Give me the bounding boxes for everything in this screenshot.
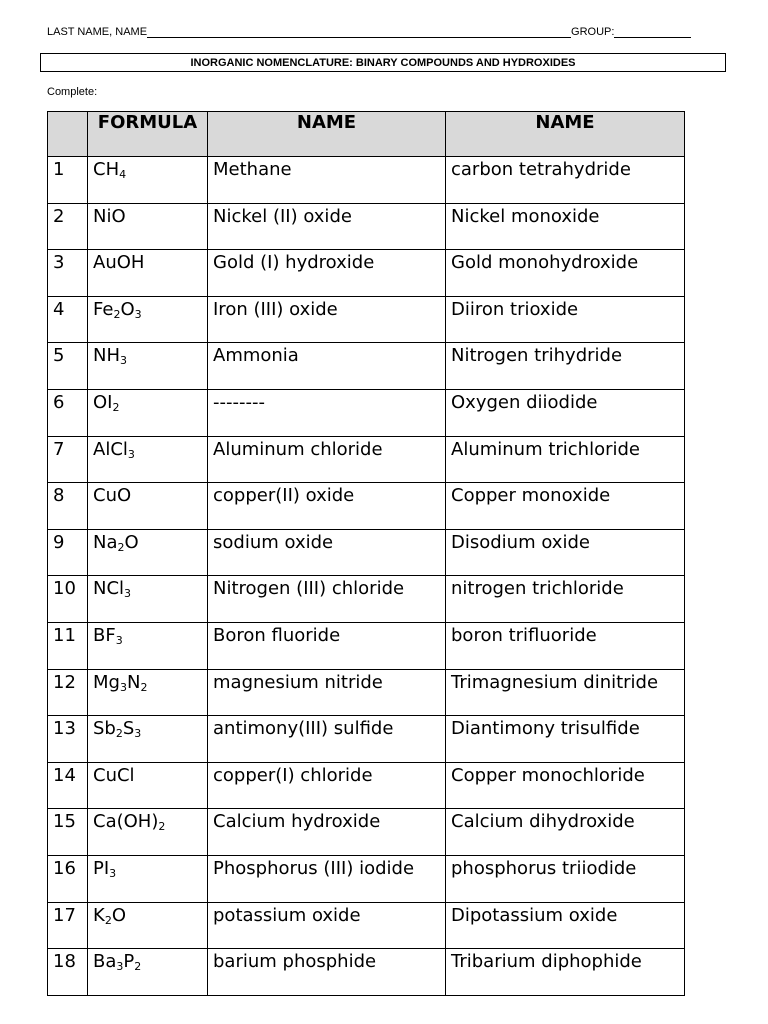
- formula-cell: [88, 296, 208, 343]
- formula-element: NiO: [93, 205, 126, 227]
- row-number: 7: [48, 436, 88, 483]
- table-row: [48, 529, 685, 576]
- column-header-name-alt: NAME: [446, 112, 685, 157]
- stock-name-cell: sodium oxide: [208, 529, 446, 576]
- formula-element: Na: [93, 531, 118, 553]
- formula-element: Ca(OH): [93, 811, 159, 833]
- formula-element: O: [124, 531, 139, 553]
- row-number: 16: [48, 855, 88, 902]
- formula-subscript: 3: [119, 680, 127, 694]
- student-info-line: [47, 26, 704, 38]
- row-number: 9: [48, 529, 88, 576]
- formula-subscript: 2: [140, 680, 148, 694]
- prefix-name-cell: carbon tetrahydride: [446, 157, 685, 204]
- row-number: 10: [48, 576, 88, 623]
- nomenclature-table: [47, 111, 685, 996]
- stock-name-cell: --------: [208, 389, 446, 436]
- formula-subscript: 3: [134, 307, 142, 321]
- column-header-number: [48, 112, 88, 157]
- formula-subscript: 3: [115, 633, 123, 647]
- name-blank[interactable]: [147, 26, 571, 38]
- stock-name-cell: magnesium nitride: [208, 669, 446, 716]
- prefix-name-cell: Tribarium diphophide: [446, 949, 685, 996]
- table-row: [48, 483, 685, 530]
- table-row: [48, 809, 685, 856]
- prefix-name-cell: Calcium dihydroxide: [446, 809, 685, 856]
- worksheet-title: INORGANIC NOMENCLATURE: BINARY COMPOUNDS AND HYDROXIDES: [40, 53, 726, 72]
- table-row: [48, 716, 685, 763]
- group-label: GROUP:: [571, 26, 615, 38]
- formula-element: CuO: [93, 485, 132, 507]
- row-number: 11: [48, 622, 88, 669]
- stock-name-cell: Nitrogen (III) chloride: [208, 576, 446, 623]
- row-number: 17: [48, 902, 88, 949]
- formula-cell: [88, 203, 208, 250]
- formula-element: O: [120, 298, 135, 320]
- table-row: [48, 296, 685, 343]
- formula-cell: [88, 157, 208, 204]
- formula-element: P: [123, 951, 135, 973]
- table-row: [48, 436, 685, 483]
- group-blank[interactable]: [614, 26, 691, 38]
- prefix-name-cell: Aluminum trichloride: [446, 436, 685, 483]
- stock-name-cell: Calcium hydroxide: [208, 809, 446, 856]
- prefix-name-cell: Copper monochloride: [446, 762, 685, 809]
- formula-element: Ba: [93, 951, 117, 973]
- formula-cell: [88, 902, 208, 949]
- name-label: LAST NAME, NAME: [47, 26, 148, 38]
- row-number: 4: [48, 296, 88, 343]
- prefix-name-cell: Disodium oxide: [446, 529, 685, 576]
- table-row: [48, 389, 685, 436]
- formula-cell: [88, 762, 208, 809]
- formula-element: S: [122, 718, 135, 740]
- stock-name-cell: Ammonia: [208, 343, 446, 390]
- formula-subscript: 4: [119, 168, 127, 181]
- table-row: [48, 157, 685, 204]
- table-row: [48, 343, 685, 390]
- prefix-name-cell: Diiron trioxide: [446, 296, 685, 343]
- formula-cell: [88, 949, 208, 996]
- formula-element: AlCl: [93, 438, 128, 460]
- formula-cell: [88, 576, 208, 623]
- row-number: 6: [48, 389, 88, 436]
- table-row: [48, 762, 685, 809]
- stock-name-cell: antimony(III) sulfide: [208, 716, 446, 763]
- formula-cell: [88, 855, 208, 902]
- formula-subscript: 3: [134, 727, 142, 741]
- formula-element: C: [93, 159, 106, 180]
- row-number: 18: [48, 949, 88, 996]
- table-row: [48, 250, 685, 297]
- prefix-name-cell: Dipotassium oxide: [446, 902, 685, 949]
- formula-subscript: 3: [109, 866, 117, 880]
- prefix-name-cell: Copper monoxide: [446, 483, 685, 530]
- formula-element: CuCl: [93, 764, 135, 786]
- table-row: [48, 576, 685, 623]
- formula-subscript: 3: [120, 354, 127, 368]
- formula-cell: [88, 622, 208, 669]
- formula-element: OI: [93, 391, 113, 413]
- formula-subscript: 2: [113, 307, 121, 321]
- prefix-name-cell: Gold monohydroxide: [446, 250, 685, 297]
- formula-element: BF: [93, 624, 116, 646]
- formula-element: O: [111, 904, 126, 926]
- row-number: 5: [48, 343, 88, 390]
- table-row: [48, 949, 685, 996]
- stock-name-cell: barium phosphide: [208, 949, 446, 996]
- stock-name-cell: Nickel (II) oxide: [208, 203, 446, 250]
- formula-subscript: 3: [127, 447, 135, 461]
- formula-cell: [88, 343, 208, 390]
- formula-subscript: 3: [124, 587, 132, 601]
- formula-element: PI: [93, 857, 110, 879]
- stock-name-cell: Boron fluoride: [208, 622, 446, 669]
- row-number: 13: [48, 716, 88, 763]
- stock-name-cell: Iron (III) oxide: [208, 296, 446, 343]
- formula-element: AuOH: [93, 252, 145, 274]
- row-number: 15: [48, 809, 88, 856]
- row-number: 2: [48, 203, 88, 250]
- stock-name-cell: Gold (I) hydroxide: [208, 250, 446, 297]
- row-number: 8: [48, 483, 88, 530]
- formula-element: NCl: [93, 578, 125, 600]
- prefix-name-cell: phosphorus triiodide: [446, 855, 685, 902]
- formula-element: H: [105, 159, 120, 180]
- formula-subscript: 2: [104, 913, 112, 927]
- row-number: 1: [48, 157, 88, 204]
- formula-subscript: 2: [115, 727, 123, 741]
- row-number: 3: [48, 250, 88, 297]
- column-header-formula: FORMULA: [88, 112, 208, 157]
- prefix-name-cell: Nickel monoxide: [446, 203, 685, 250]
- table-header-row: [48, 112, 685, 157]
- formula-element: N: [126, 671, 141, 693]
- formula-element: Mg: [93, 671, 120, 693]
- prefix-name-cell: Trimagnesium dinitride: [446, 669, 685, 716]
- formula-element: NH: [93, 345, 120, 367]
- prefix-name-cell: boron trifluoride: [446, 622, 685, 669]
- formula-cell: [88, 669, 208, 716]
- formula-element: K: [93, 904, 105, 926]
- column-header-name: NAME: [208, 112, 446, 157]
- row-number: 12: [48, 669, 88, 716]
- table-row: [48, 622, 685, 669]
- table-row: [48, 902, 685, 949]
- formula-cell: [88, 483, 208, 530]
- formula-subscript: 2: [134, 960, 142, 974]
- table-row: [48, 203, 685, 250]
- formula-cell: [88, 809, 208, 856]
- formula-subscript: 2: [117, 540, 125, 554]
- formula-cell: [88, 250, 208, 297]
- formula-cell: [88, 529, 208, 576]
- formula-subscript: 3: [116, 960, 124, 974]
- formula-element: Sb: [93, 718, 116, 740]
- formula-cell: [88, 716, 208, 763]
- formula-cell: [88, 436, 208, 483]
- stock-name-cell: Aluminum chloride: [208, 436, 446, 483]
- formula-element: Fe: [93, 298, 114, 320]
- prefix-name-cell: Oxygen diiodide: [446, 389, 685, 436]
- formula-subscript: 2: [158, 820, 166, 834]
- table-row: [48, 669, 685, 716]
- prefix-name-cell: Nitrogen trihydride: [446, 343, 685, 390]
- prefix-name-cell: Diantimony trisulfide: [446, 716, 685, 763]
- prefix-name-cell: nitrogen trichloride: [446, 576, 685, 623]
- stock-name-cell: copper(I) chloride: [208, 762, 446, 809]
- stock-name-cell: Methane: [208, 157, 446, 204]
- formula-subscript: 2: [112, 400, 120, 414]
- stock-name-cell: copper(II) oxide: [208, 483, 446, 530]
- row-number: 14: [48, 762, 88, 809]
- stock-name-cell: potassium oxide: [208, 902, 446, 949]
- instruction-text: Complete:: [47, 86, 98, 98]
- formula-cell: [88, 389, 208, 436]
- stock-name-cell: Phosphorus (III) iodide: [208, 855, 446, 902]
- table-row: [48, 855, 685, 902]
